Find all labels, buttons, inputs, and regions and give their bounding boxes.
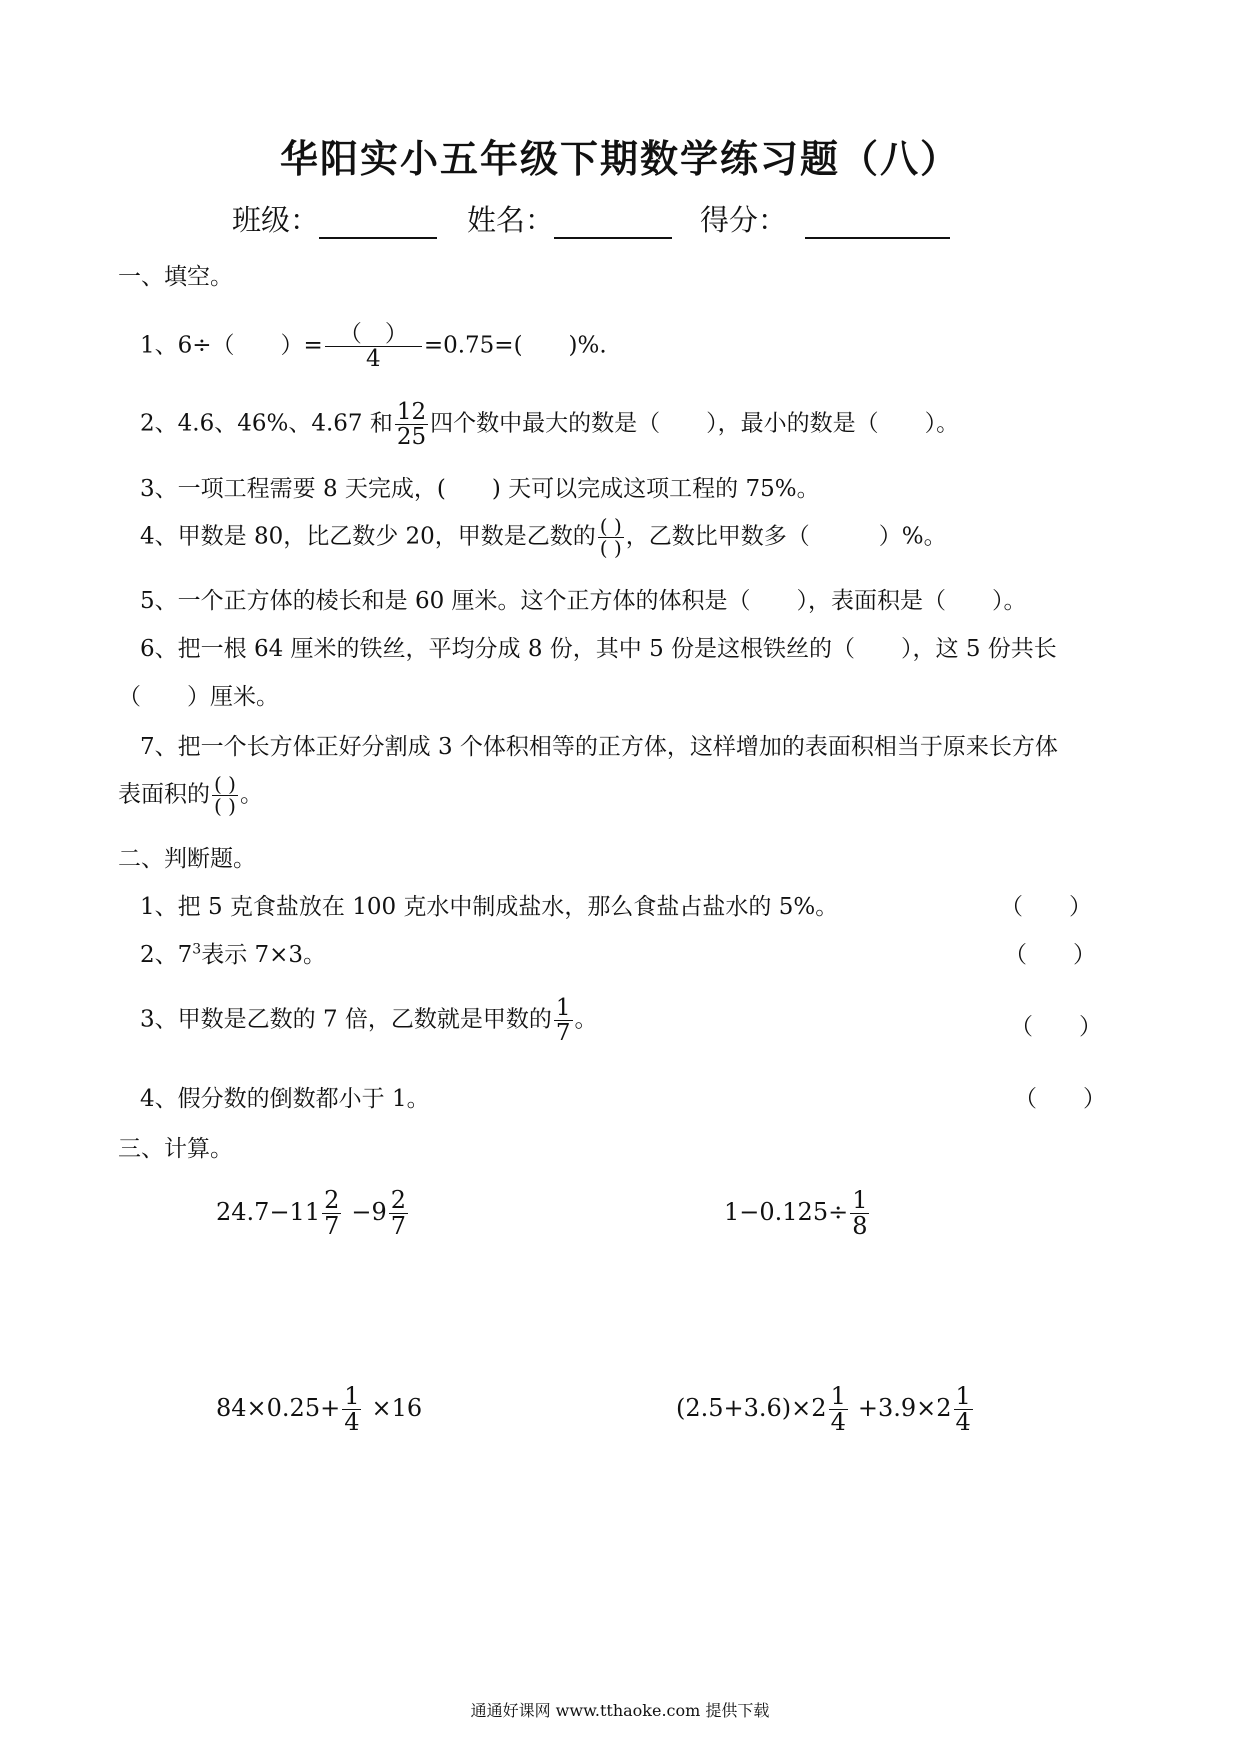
c1-f2-den: 7 — [390, 1212, 407, 1241]
q4-fraction — [598, 516, 624, 559]
name-blank — [554, 209, 672, 239]
calc-expression-1 — [216, 1188, 410, 1239]
fill-question-4 — [140, 516, 947, 559]
page-title: 华阳实小五年级下期数学练习题（八） — [279, 137, 960, 181]
judge-answer-1: （ ） — [1000, 894, 1092, 920]
name-label: 姓名： — [467, 203, 555, 237]
c4-f2-num: 1 — [955, 1382, 971, 1410]
fill-question-7-line1: 7、把一个长方体正好分割成 3 个体积相等的正方体，这样增加的表面积相当于原来长方体 — [140, 734, 1058, 760]
judge-question-3 — [140, 996, 598, 1045]
judge-question-2 — [140, 936, 326, 969]
q2-text-pre: 2、4.6、46%、4.67 和 — [140, 410, 393, 437]
fill-question-5: 5、一个正方体的棱长和是 60 厘米。这个正方体的体积是（ ），表面积是（ ）。 — [140, 588, 1027, 614]
c1-part-a: 24.7−11 — [216, 1198, 321, 1227]
c4-fraction-2 — [954, 1384, 973, 1435]
fill-question-1 — [140, 322, 607, 371]
judge-answer-2: （ ） — [1004, 942, 1096, 968]
c4-f1-den: 4 — [830, 1408, 846, 1437]
q1-text-post: =0.75=( )%. — [423, 332, 607, 359]
class-blank — [319, 209, 437, 239]
c4-f2-den: 4 — [955, 1408, 971, 1437]
score-label: 得分： — [700, 203, 788, 237]
q7-fraction — [212, 774, 238, 817]
judge-answer-3: （ ） — [1010, 1014, 1102, 1040]
c3-part-a: 84×0.25+ — [216, 1394, 341, 1423]
c4-part-a: (2.5+3.6)×2 — [676, 1394, 827, 1423]
calc-expression-3 — [216, 1384, 422, 1435]
calc-expression-2 — [724, 1188, 871, 1239]
judge-question-1: 1、把 5 克食盐放在 100 克水中制成盐水，那么食盐占盐水的 5%。 — [140, 894, 839, 920]
c1-fraction-1 — [322, 1188, 341, 1239]
c2-part-a: 1−0.125÷ — [724, 1198, 849, 1227]
score-blank — [805, 209, 950, 239]
q1-frac-num: （ ） — [325, 322, 422, 347]
q2-frac-den: 25 — [396, 424, 427, 451]
fill-question-7-line2 — [118, 774, 263, 817]
c3-f-num: 1 — [344, 1382, 360, 1410]
q3-judge-frac-den: 7 — [555, 1020, 571, 1047]
c4-fraction-1 — [829, 1384, 848, 1435]
c3-part-b: ×16 — [371, 1394, 423, 1423]
c1-f1-num: 2 — [324, 1186, 340, 1214]
q1-fraction — [325, 322, 422, 371]
c1-part-b: −9 — [351, 1198, 387, 1227]
q2-judge-post: 表示 7×3。 — [201, 942, 327, 968]
c2-fraction — [850, 1188, 869, 1239]
judge-question-4: 4、假分数的倒数都小于 1。 — [140, 1086, 430, 1112]
q3-judge-fraction — [554, 996, 573, 1045]
q1-frac-den: 4 — [365, 346, 381, 373]
fill-question-6-line1: 6、把一根 64 厘米的铁丝，平均分成 8 份，其中 5 份是这根铁丝的（ ），这 5 份共长 — [140, 636, 1057, 662]
calc-expression-4 — [676, 1384, 975, 1435]
fill-question-2 — [140, 400, 959, 449]
c1-f2-num: 2 — [390, 1186, 407, 1214]
c2-f-num: 1 — [852, 1186, 868, 1214]
q2-judge-pre: 2、7 — [140, 942, 193, 968]
name-field — [467, 198, 672, 239]
q7-frac-num: ( ) — [214, 772, 236, 796]
fill-question-3: 3、一项工程需要 8 天完成，( ) 天可以完成这项工程的 75%。 — [140, 476, 820, 502]
judge-answer-4: （ ） — [1014, 1086, 1106, 1112]
q3-judge-pre: 3、甲数是乙数的 7 倍，乙数就是甲数的 — [140, 1006, 552, 1033]
q7-text-post: 。 — [239, 781, 263, 808]
fill-question-6-line2: （ ）厘米。 — [118, 684, 279, 710]
score-field — [700, 198, 950, 239]
q4-text-pre: 4、甲数是 80，比乙数少 20，甲数是乙数的 — [140, 523, 596, 550]
q2-judge-exponent: 3 — [192, 941, 202, 958]
q1-text-pre: 1、6÷（ ）= — [140, 332, 323, 359]
q4-text-post: ，乙数比甲数多（ ）%。 — [625, 523, 947, 550]
q2-fraction — [395, 400, 428, 449]
c4-f1-num: 1 — [830, 1382, 846, 1410]
section2-heading: 二、判断题。 — [118, 846, 256, 872]
q2-text-post: 四个数中最大的数是（ ），最小的数是（ ）。 — [430, 410, 960, 437]
q4-frac-num: ( ) — [599, 514, 622, 538]
class-label: 班级： — [232, 203, 320, 237]
c4-part-b: +3.9×2 — [857, 1394, 952, 1423]
c3-f-den: 4 — [344, 1408, 360, 1437]
c3-fraction — [342, 1384, 361, 1435]
c2-f-den: 8 — [852, 1212, 868, 1241]
class-field — [232, 198, 437, 239]
q7-text-pre: 表面积的 — [118, 781, 210, 808]
section3-heading: 三、计算。 — [118, 1136, 233, 1162]
section1-heading: 一、填空。 — [118, 264, 233, 290]
q2-frac-num: 12 — [396, 399, 427, 425]
c1-f1-den: 7 — [324, 1212, 340, 1241]
q7-frac-den: ( ) — [214, 794, 236, 818]
q3-judge-frac-num: 1 — [555, 995, 571, 1021]
q3-judge-post: 。 — [574, 1006, 598, 1033]
c1-fraction-2 — [389, 1188, 408, 1239]
q4-frac-den: ( ) — [599, 536, 622, 560]
footer-source: 通通好课网 www.tthaoke.com 提供下载 — [470, 1701, 770, 1720]
